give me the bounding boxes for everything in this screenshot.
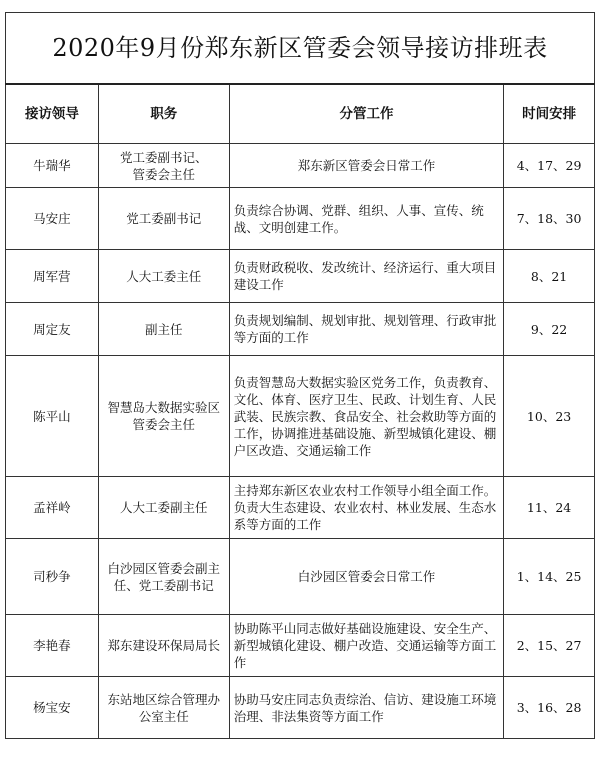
header-dates: 时间安排 (504, 84, 595, 144)
title-row (6, 13, 595, 85)
table-row (6, 144, 595, 188)
duties-cell: 负责综合协调、党群、组织、人事、宣传、统战、文明创建工作。 (229, 188, 503, 250)
header-position: 职务 (98, 84, 229, 144)
leader-cell: 陈平山 (6, 356, 99, 477)
leader-cell: 马安庄 (6, 188, 99, 250)
dates-cell: 7、18、30 (504, 188, 595, 250)
leader-cell: 李艳春 (6, 615, 99, 677)
header-leader: 接访领导 (6, 84, 99, 144)
schedule-table (5, 12, 595, 739)
position-cell: 人大工委副主任 (98, 477, 229, 539)
leader-cell: 司秒争 (6, 539, 99, 615)
table-row (6, 188, 595, 250)
dates-cell: 3、16、28 (504, 677, 595, 739)
header-row (6, 84, 595, 144)
dates-cell: 4、17、29 (504, 144, 595, 188)
page-title: 2020年9月份郑东新区管委会领导接访排班表 (6, 13, 595, 85)
dates-cell: 8、21 (504, 250, 595, 303)
position-cell: 郑东建设环保局局长 (98, 615, 229, 677)
leader-cell: 周定友 (6, 303, 99, 356)
leader-cell: 杨宝安 (6, 677, 99, 739)
duties-cell: 负责规划编制、规划审批、规划管理、行政审批等方面的工作 (229, 303, 503, 356)
position-cell: 白沙园区管委会副主任、党工委副书记 (98, 539, 229, 615)
dates-cell: 10、23 (504, 356, 595, 477)
duties-cell: 协助陈平山同志做好基础设施建设、安全生产、新型城镇化建设、棚户改造、交通运输等方面工作 (229, 615, 503, 677)
table-row (6, 677, 595, 739)
duties-cell: 郑东新区管委会日常工作 (229, 144, 503, 188)
leader-cell: 牛瑞华 (6, 144, 99, 188)
duties-cell: 协助马安庄同志负责综治、信访、建设施工环境治理、非法集资等方面工作 (229, 677, 503, 739)
table-row (6, 615, 595, 677)
leader-cell: 周军营 (6, 250, 99, 303)
position-cell: 党工委副书记、 管委会主任 (98, 144, 229, 188)
table-row (6, 539, 595, 615)
duties-cell: 主持郑东新区农业农村工作领导小组全面工作。负责大生态建设、农业农村、林业发展、生态水系等方面的工作 (229, 477, 503, 539)
position-cell: 智慧岛大数据实验区管委会主任 (98, 356, 229, 477)
duties-cell: 白沙园区管委会日常工作 (229, 539, 503, 615)
leader-cell: 孟祥岭 (6, 477, 99, 539)
position-cell: 副主任 (98, 303, 229, 356)
duties-cell: 负责财政税收、发改统计、经济运行、重大项目建设工作 (229, 250, 503, 303)
dates-cell: 1、14、25 (504, 539, 595, 615)
table-row (6, 303, 595, 356)
table-row (6, 356, 595, 477)
position-cell: 人大工委主任 (98, 250, 229, 303)
dates-cell: 11、24 (504, 477, 595, 539)
duties-cell: 负责智慧岛大数据实验区党务工作，负责教育、文化、体育、医疗卫生、民政、计划生育、人民武装、民族宗教、食品安全、社会救助等方面的工作，协调推进基础设施、新型城镇化建设、棚户区改造、交通运输工作 (229, 356, 503, 477)
dates-cell: 2、15、27 (504, 615, 595, 677)
dates-cell: 9、22 (504, 303, 595, 356)
header-duties: 分管工作 (229, 84, 503, 144)
schedule-sheet (5, 12, 595, 739)
table-row (6, 250, 595, 303)
table-row (6, 477, 595, 539)
position-cell: 党工委副书记 (98, 188, 229, 250)
schedule-body (6, 144, 595, 739)
position-cell: 东站地区综合管理办公室主任 (98, 677, 229, 739)
